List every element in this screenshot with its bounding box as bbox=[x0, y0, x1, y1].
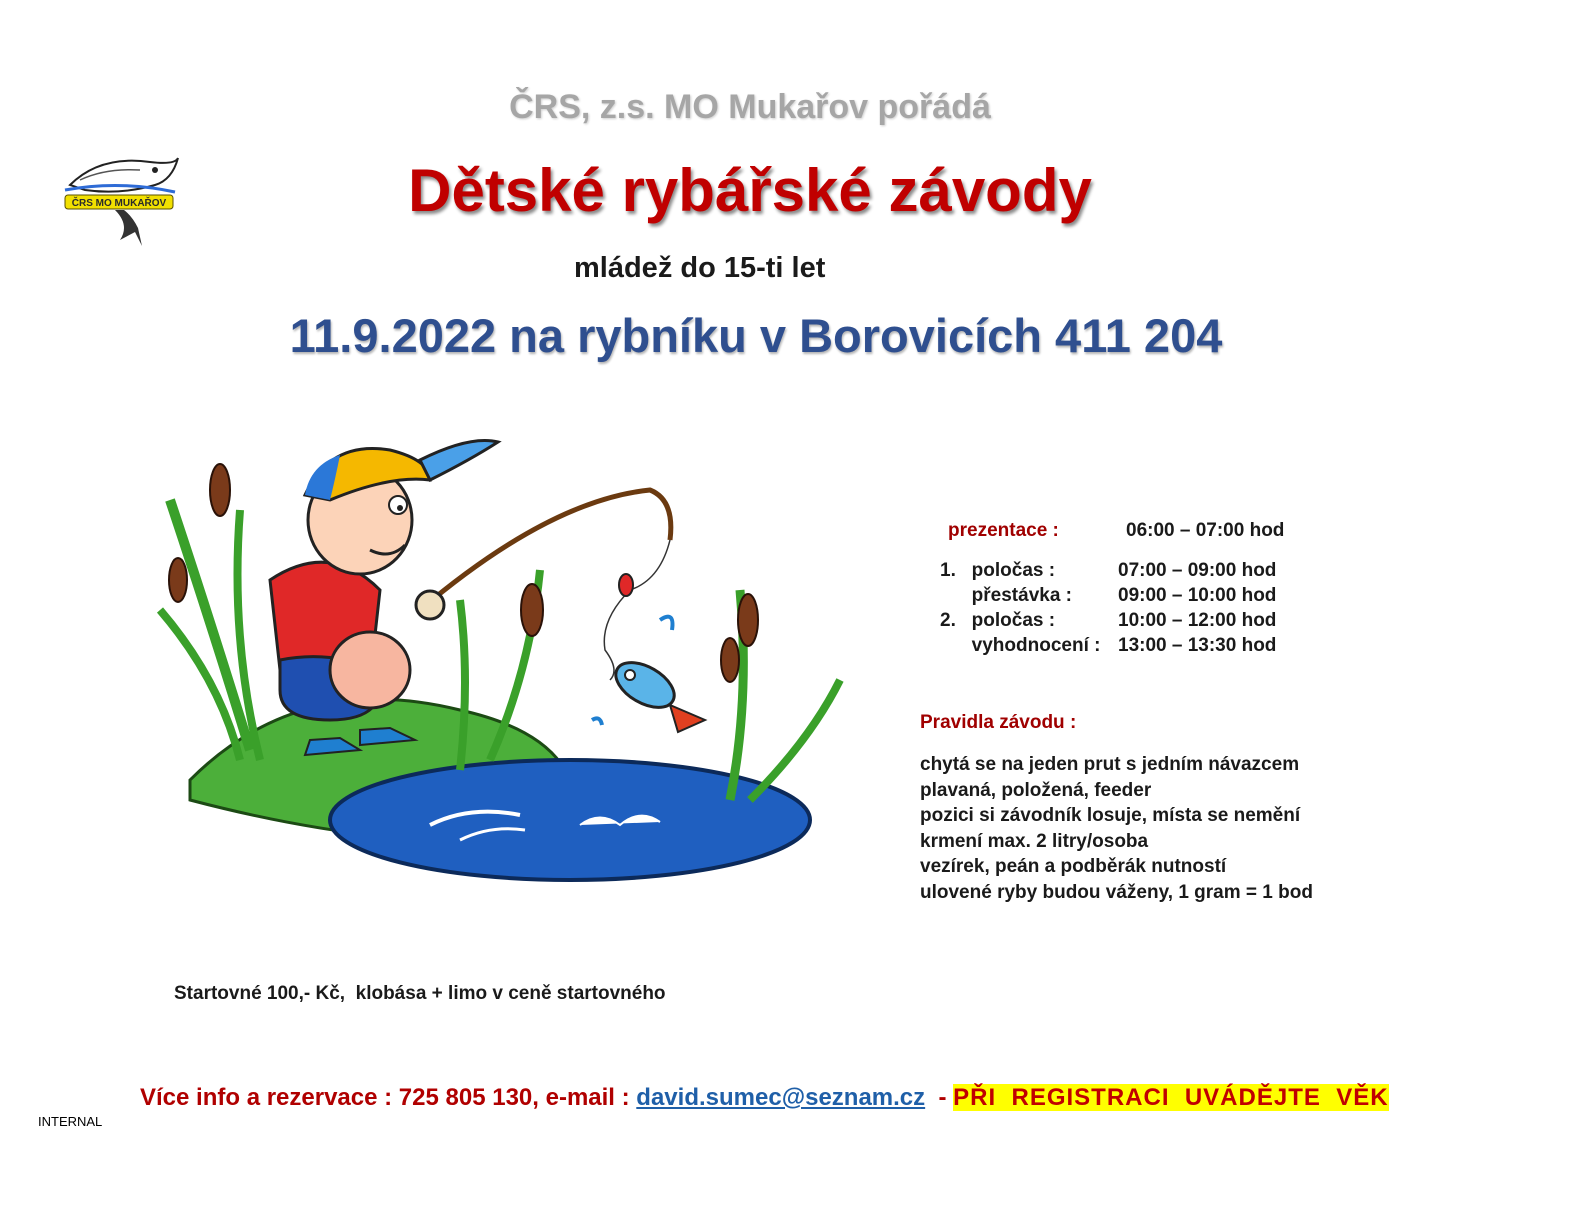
rule-line: ulovené ryby budou váženy, 1 gram = 1 bod bbox=[920, 881, 1313, 903]
schedule-label: 1. poločas : bbox=[940, 560, 1056, 581]
age-warning: PŘI REGISTRACI UVÁDĚJTE VĚK bbox=[953, 1084, 1389, 1111]
date-place-line: 11.9.2022 na rybníku v Borovicích 411 204 bbox=[289, 309, 1223, 362]
rule-line: plavaná, položená, feeder bbox=[920, 779, 1152, 801]
club-logo bbox=[60, 150, 180, 250]
registration-time: 06:00 – 07:00 hod bbox=[1126, 520, 1285, 541]
rule-line: krmení max. 2 litry/osoba bbox=[920, 830, 1149, 852]
fishing-boy-illustration bbox=[130, 420, 870, 940]
age-subtitle: mládež do 15-ti let bbox=[574, 252, 826, 284]
schedule-time: 13:00 – 13:30 hod bbox=[1118, 635, 1277, 656]
page-title: Dětské rybářské závody bbox=[408, 157, 1092, 224]
schedule-label: vyhodnocení : bbox=[940, 635, 1101, 656]
email-link[interactable]: david.sumec@seznam.cz bbox=[636, 1084, 926, 1111]
schedule-label: přestávka : bbox=[940, 585, 1073, 606]
schedule-label: 2. poločas : bbox=[940, 610, 1056, 631]
schedule-time: 07:00 – 09:00 hod bbox=[1118, 560, 1277, 581]
entry-fee: Startovné 100,- Kč, klobása + limo v ceně startovného bbox=[174, 983, 666, 1004]
contact-separator: - bbox=[925, 1084, 954, 1111]
rules-list bbox=[920, 752, 1313, 905]
internal-label: INTERNAL bbox=[38, 1114, 103, 1129]
rule-line: chytá se na jeden prut s jedním návazcem bbox=[920, 754, 1300, 775]
rule-line: pozici si závodník losuje, místa se nemění bbox=[920, 805, 1301, 826]
organizer-line: ČRS, z.s. MO Mukařov pořádá bbox=[509, 88, 991, 126]
schedule-time: 10:00 – 12:00 hod bbox=[1118, 610, 1277, 631]
registration-label: prezentace : bbox=[948, 520, 1059, 541]
rules-title: Pravidla závodu : bbox=[920, 712, 1077, 733]
contact-line bbox=[140, 1084, 1389, 1112]
contact-prefix: Více info a rezervace : 725 805 130, e-mail : bbox=[140, 1084, 637, 1111]
logo-text: ČRS MO MUKAŘOV bbox=[71, 198, 167, 209]
schedule-time: 09:00 – 10:00 hod bbox=[1118, 585, 1277, 606]
rule-line: vezírek, peán a podběrák nutností bbox=[920, 856, 1227, 877]
